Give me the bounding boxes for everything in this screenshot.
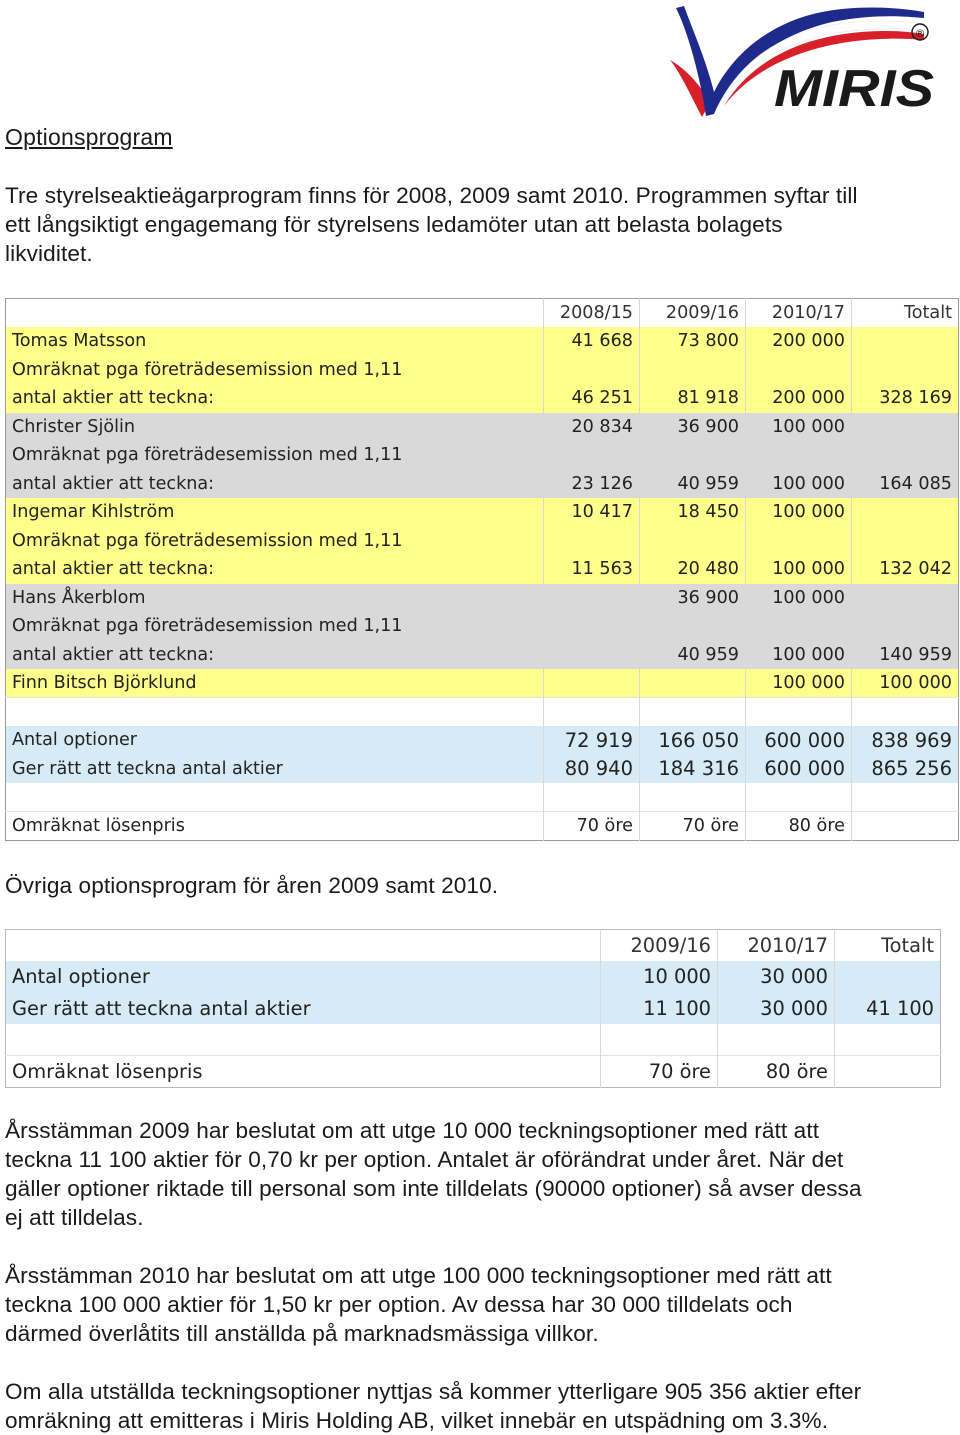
- table-cell: 865 256: [852, 755, 959, 784]
- table-cell: 100 000: [746, 669, 852, 698]
- table-cell: 70 öre: [640, 812, 746, 841]
- header-cell: 2010/17: [746, 299, 852, 328]
- header-cell: 2009/16: [601, 930, 718, 962]
- subheading: Övriga optionsprogram för åren 2009 samt 2010.: [5, 873, 499, 898]
- table-cell: [544, 783, 640, 812]
- row-label: Antal optioner: [6, 961, 601, 993]
- table-row: [6, 993, 941, 1025]
- board-options-table: [5, 298, 959, 841]
- table-cell: [852, 783, 959, 812]
- row-label: Omräknat pga företrädesemission med 1,11: [6, 441, 544, 470]
- table-cell: 30 000: [718, 961, 835, 993]
- table-cell: 10 000: [601, 961, 718, 993]
- table-cell: [544, 527, 640, 556]
- table-cell: [746, 527, 852, 556]
- table-cell: [746, 441, 852, 470]
- table-cell: [640, 783, 746, 812]
- table-cell: 36 900: [640, 584, 746, 613]
- table-cell: [852, 527, 959, 556]
- intro-paragraph: [5, 181, 955, 268]
- table-cell: [852, 441, 959, 470]
- table-cell: 100 000: [746, 413, 852, 442]
- table-cell: [640, 698, 746, 727]
- table-cell: [544, 356, 640, 385]
- table-row: [6, 527, 959, 556]
- table-cell: [852, 812, 959, 841]
- paragraph-line: ej att tilldelas.: [5, 1205, 144, 1230]
- table-row: [6, 1024, 941, 1056]
- table-cell: 73 800: [640, 327, 746, 356]
- paragraph-line: teckna 100 000 aktier för 1,50 kr per option. Av dessa har 30 000 tilldelats och: [5, 1292, 793, 1317]
- table-cell: 140 959: [852, 641, 959, 670]
- table-cell: 132 042: [852, 555, 959, 584]
- intro-line: likviditet.: [5, 241, 93, 266]
- table-cell: 80 940: [544, 755, 640, 784]
- table-cell: [640, 527, 746, 556]
- paragraph-line: Om alla utställda teckningsoptioner nyttjas så kommer ytterligare 905 356 aktier efter: [5, 1379, 862, 1404]
- table-cell: [852, 356, 959, 385]
- paragraph-line: gäller optioner riktade till personal som inte tilldelats (90000 optioner) så avser dessa: [5, 1176, 862, 1201]
- table-row: [6, 755, 959, 784]
- table-cell: [640, 669, 746, 698]
- header-cell: 2010/17: [718, 930, 835, 962]
- table-cell: 18 450: [640, 498, 746, 527]
- row-label: [6, 783, 544, 812]
- table-row: [6, 356, 959, 385]
- row-label: Ingemar Kihlström: [6, 498, 544, 527]
- logo-text: MIRIS: [774, 60, 935, 118]
- table-row: [6, 783, 959, 812]
- row-label: Christer Sjölin: [6, 413, 544, 442]
- table-row: [6, 413, 959, 442]
- table-row: [6, 327, 959, 356]
- table-cell: 838 969: [852, 726, 959, 755]
- header-cell: 2008/15: [544, 299, 640, 328]
- table-cell: 100 000: [852, 669, 959, 698]
- row-label: Ger rätt att teckna antal aktier: [6, 755, 544, 784]
- table-row: [6, 1056, 941, 1088]
- table-row: [6, 384, 959, 413]
- table-cell: [835, 1024, 941, 1056]
- row-label: Hans Åkerblom: [6, 584, 544, 613]
- table-cell: [544, 641, 640, 670]
- table-header-row: [6, 930, 941, 962]
- table-cell: [835, 1056, 941, 1088]
- table-cell: 41 100: [835, 993, 941, 1025]
- registered-mark: ®: [914, 27, 926, 40]
- table-row: [6, 555, 959, 584]
- table-cell: 20 834: [544, 413, 640, 442]
- intro-line: ett långsiktigt engagemang för styrelsens ledamöter utan att belasta bolagets: [5, 212, 783, 237]
- row-label: Tomas Matsson: [6, 327, 544, 356]
- table-cell: [746, 783, 852, 812]
- paragraph-2010: [5, 1261, 955, 1348]
- table-cell: [601, 1024, 718, 1056]
- table-cell: 164 085: [852, 470, 959, 499]
- table-cell: 11 563: [544, 555, 640, 584]
- table-cell: 600 000: [746, 755, 852, 784]
- page-title: Optionsprogram: [5, 124, 173, 150]
- table-cell: [544, 698, 640, 727]
- table-cell: 80 öre: [746, 812, 852, 841]
- table-cell: 11 100: [601, 993, 718, 1025]
- table-cell: 72 919: [544, 726, 640, 755]
- table-cell: 100 000: [746, 470, 852, 499]
- table-cell: 200 000: [746, 384, 852, 413]
- table-cell: 80 öre: [718, 1056, 835, 1088]
- table-cell: [544, 441, 640, 470]
- table-cell: 600 000: [746, 726, 852, 755]
- table-row: [6, 961, 941, 993]
- table-cell: [835, 961, 941, 993]
- table-cell: 200 000: [746, 327, 852, 356]
- table-cell: 184 316: [640, 755, 746, 784]
- paragraph-2009: [5, 1116, 955, 1232]
- table-row: [6, 669, 959, 698]
- header-cell: [6, 299, 544, 328]
- table-row: [6, 470, 959, 499]
- row-label: Antal optioner: [6, 726, 544, 755]
- row-label: [6, 1024, 601, 1056]
- row-label: Omräknat lösenpris: [6, 812, 544, 841]
- paragraph-line: teckna 11 100 aktier för 0,70 kr per option. Antalet är oförändrat under året. När det: [5, 1147, 844, 1172]
- table-cell: 40 959: [640, 641, 746, 670]
- table-cell: [852, 498, 959, 527]
- table-cell: 70 öre: [544, 812, 640, 841]
- table-cell: 100 000: [746, 641, 852, 670]
- table-row: [6, 498, 959, 527]
- other-options-table: [5, 929, 941, 1088]
- table-cell: [544, 669, 640, 698]
- table-cell: [852, 698, 959, 727]
- table-cell: 40 959: [640, 470, 746, 499]
- table-cell: [544, 584, 640, 613]
- table-cell: 36 900: [640, 413, 746, 442]
- row-label: antal aktier att teckna:: [6, 384, 544, 413]
- paragraph-line: Årsstämman 2009 har beslutat om att utge 10 000 teckningsoptioner med rätt att: [5, 1118, 820, 1143]
- table-row: [6, 726, 959, 755]
- paragraph-line: därmed överlåtits till anställda på marknadsmässiga villkor.: [5, 1321, 599, 1346]
- table-cell: 30 000: [718, 993, 835, 1025]
- table-cell: [640, 612, 746, 641]
- table-cell: [852, 413, 959, 442]
- table-cell: 41 668: [544, 327, 640, 356]
- table-cell: 46 251: [544, 384, 640, 413]
- miris-logo: [662, 2, 940, 124]
- header-cell: Totalt: [852, 299, 959, 328]
- table-cell: 166 050: [640, 726, 746, 755]
- table-cell: 70 öre: [601, 1056, 718, 1088]
- table-cell: 23 126: [544, 470, 640, 499]
- table-cell: [852, 584, 959, 613]
- row-label: [6, 698, 544, 727]
- table-cell: 10 417: [544, 498, 640, 527]
- intro-line: Tre styrelseaktieägarprogram finns för 2008, 2009 samt 2010. Programmen syftar till: [5, 183, 858, 208]
- header-cell: 2009/16: [640, 299, 746, 328]
- row-label: Omräknat pga företrädesemission med 1,11: [6, 356, 544, 385]
- table-row: [6, 698, 959, 727]
- paragraph-dilution: [5, 1377, 955, 1435]
- table-row: [6, 612, 959, 641]
- row-label: antal aktier att teckna:: [6, 470, 544, 499]
- table-cell: [544, 612, 640, 641]
- row-label: Finn Bitsch Björklund: [6, 669, 544, 698]
- table-cell: [640, 441, 746, 470]
- table-cell: 81 918: [640, 384, 746, 413]
- table-cell: 20 480: [640, 555, 746, 584]
- row-label: Ger rätt att teckna antal aktier: [6, 993, 601, 1025]
- table-cell: [718, 1024, 835, 1056]
- table-cell: 328 169: [852, 384, 959, 413]
- table-cell: [640, 356, 746, 385]
- row-label: Omräknat lösenpris: [6, 1056, 601, 1088]
- paragraph-line: Årsstämman 2010 har beslutat om att utge 100 000 teckningsoptioner med rätt att: [5, 1263, 832, 1288]
- paragraph-line: omräkning att emitteras i Miris Holding AB, vilket innebär en utspädning om 3.3%.: [5, 1408, 829, 1433]
- row-label: antal aktier att teckna:: [6, 641, 544, 670]
- table-row: [6, 584, 959, 613]
- table-cell: 100 000: [746, 555, 852, 584]
- table-cell: 100 000: [746, 498, 852, 527]
- header-cell: Totalt: [835, 930, 941, 962]
- table-row: [6, 641, 959, 670]
- table-header-row: [6, 299, 959, 328]
- header-cell: [6, 930, 601, 962]
- row-label: Omräknat pga företrädesemission med 1,11: [6, 527, 544, 556]
- table-row: [6, 812, 959, 841]
- table-cell: [746, 356, 852, 385]
- row-label: Omräknat pga företrädesemission med 1,11: [6, 612, 544, 641]
- row-label: antal aktier att teckna:: [6, 555, 544, 584]
- table-cell: 100 000: [746, 584, 852, 613]
- table-cell: [746, 698, 852, 727]
- table-cell: [746, 612, 852, 641]
- table-cell: [852, 327, 959, 356]
- table-cell: [852, 612, 959, 641]
- table-row: [6, 441, 959, 470]
